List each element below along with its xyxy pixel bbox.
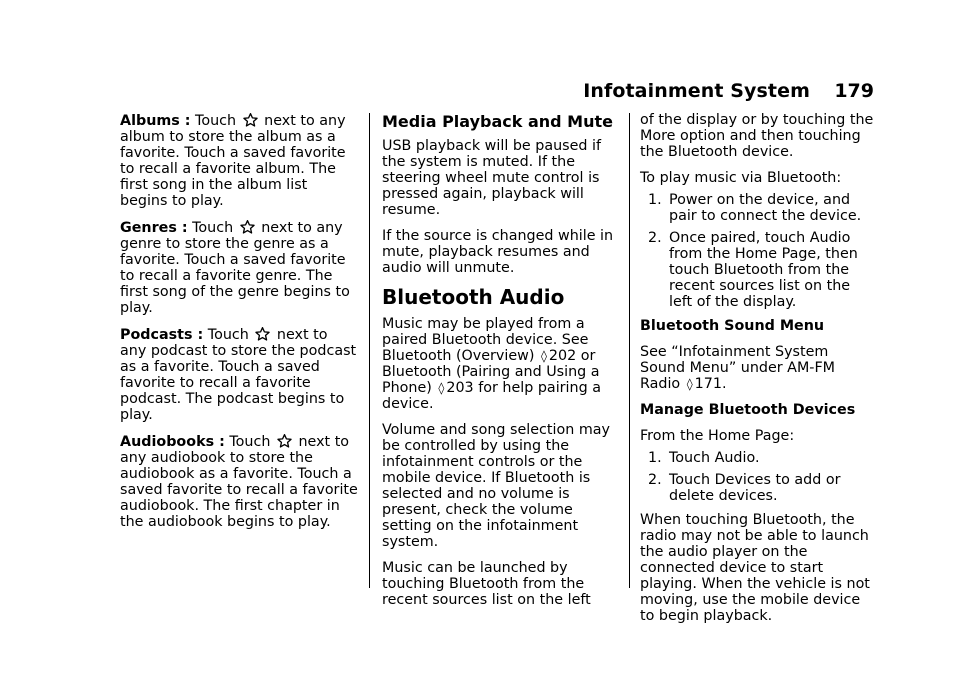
steps-list xyxy=(640,192,876,310)
heading-media-playback: Media Playback and Mute xyxy=(382,112,613,131)
paragraph: If the source is changed while in mute, playback resumes and audio will unmute. xyxy=(382,228,614,276)
list-item: 2. Once paired, touch Audio from the Home Page, then touch Bluetooth from the recent sources list on the left of the display. xyxy=(648,230,858,310)
paragraph: See “Infotainment System Sound Menu” under AM-FM Radio ◊ 171. xyxy=(640,344,836,392)
page-reference[interactable]: 203 xyxy=(446,380,474,396)
subheading-bluetooth-sound-menu: Bluetooth Sound Menu xyxy=(640,318,825,334)
term-genres: Genres : xyxy=(120,220,188,236)
page-reference[interactable]: 202 xyxy=(548,348,577,364)
star-outline-icon xyxy=(242,112,259,128)
favorite-item-genres: Genres : Touch next to any genre to store the genre as a favorite. Touch a saved favorite to recall a favorite genre. The first song of the genre begins to play. xyxy=(120,220,350,316)
favorite-item-albums: Albums : Touch next to any album to store the album as a favorite. Touch a saved favorite to recall a favorite album. The first song in the album list begins to play. xyxy=(120,113,346,209)
star-outline-icon xyxy=(239,219,256,235)
favorite-item-podcasts: Podcasts : Touch next to any podcast to store the podcast as a favorite. Touch a saved favorite to recall a favorite podcast. The podcast begins to play. xyxy=(120,327,357,423)
paragraph: Music can be launched by touching Bluetooth from the recent sources list on the left xyxy=(382,560,591,608)
paragraph: USB playback will be paused if the system is muted. If the steering wheel mute control is pressed again, playback will resume. xyxy=(382,138,602,218)
star-outline-icon xyxy=(254,326,271,342)
column-1 xyxy=(120,112,358,540)
column-3 xyxy=(640,112,876,634)
paragraph: From the Home Page: xyxy=(640,428,795,444)
list-item: 2. Touch Devices to add or delete devices. xyxy=(648,472,841,504)
subheading-manage-bluetooth-devices: Manage Bluetooth Devices xyxy=(640,402,856,418)
page-reference-arrow-icon: ◊ xyxy=(438,381,445,395)
page-header xyxy=(0,80,960,106)
paragraph: Music may be played from a paired Bluetooth device. See Bluetooth (Overview) ◊ 202 or Bluetooth (Pairing and Using a Phone) ◊ 203 for help pairing a device. xyxy=(382,316,601,412)
page-reference-arrow-icon: ◊ xyxy=(540,349,547,363)
term-podcasts: Podcasts : xyxy=(120,327,204,343)
paragraph: of the display or by touching the More option and then touching the Bluetooth device. xyxy=(640,112,874,160)
paragraph: Volume and song selection may be controlled by using the infotainment controls or the mobile device. If Bluetooth is selected and no volume is present, check the volume setting on the infotainment system. xyxy=(382,422,610,550)
paragraph: When touching Bluetooth, the radio may not be able to launch the audio player on the connected device to start playing. When the vehicle is not moving, use the mobile device to begin playback. xyxy=(640,512,870,624)
list-item: 1. Touch Audio. xyxy=(648,450,760,466)
star-outline-icon xyxy=(276,433,293,449)
page-reference-arrow-icon: ◊ xyxy=(686,377,693,391)
term-albums: Albums : xyxy=(120,113,191,129)
column-divider xyxy=(629,113,630,588)
column-divider xyxy=(369,113,370,588)
page-header-title: Infotainment System xyxy=(583,80,810,102)
list-item: 1. Power on the device, and pair to connect the device. xyxy=(648,192,862,224)
steps-list xyxy=(640,450,876,504)
paragraph: To play music via Bluetooth: xyxy=(640,170,842,186)
term-audiobooks: Audiobooks : xyxy=(120,434,225,450)
page-reference[interactable]: 171 xyxy=(694,376,722,392)
column-2 xyxy=(382,112,618,618)
page-number: 179 xyxy=(834,80,874,102)
favorite-item-audiobooks: Audiobooks : Touch next to any audiobook to store the audiobook as a favorite. Touch a saved favorite to recall a favorite audiobook. The first chapter in the audiobook begins to play. xyxy=(120,434,358,530)
heading-bluetooth-audio: Bluetooth Audio xyxy=(382,285,565,309)
